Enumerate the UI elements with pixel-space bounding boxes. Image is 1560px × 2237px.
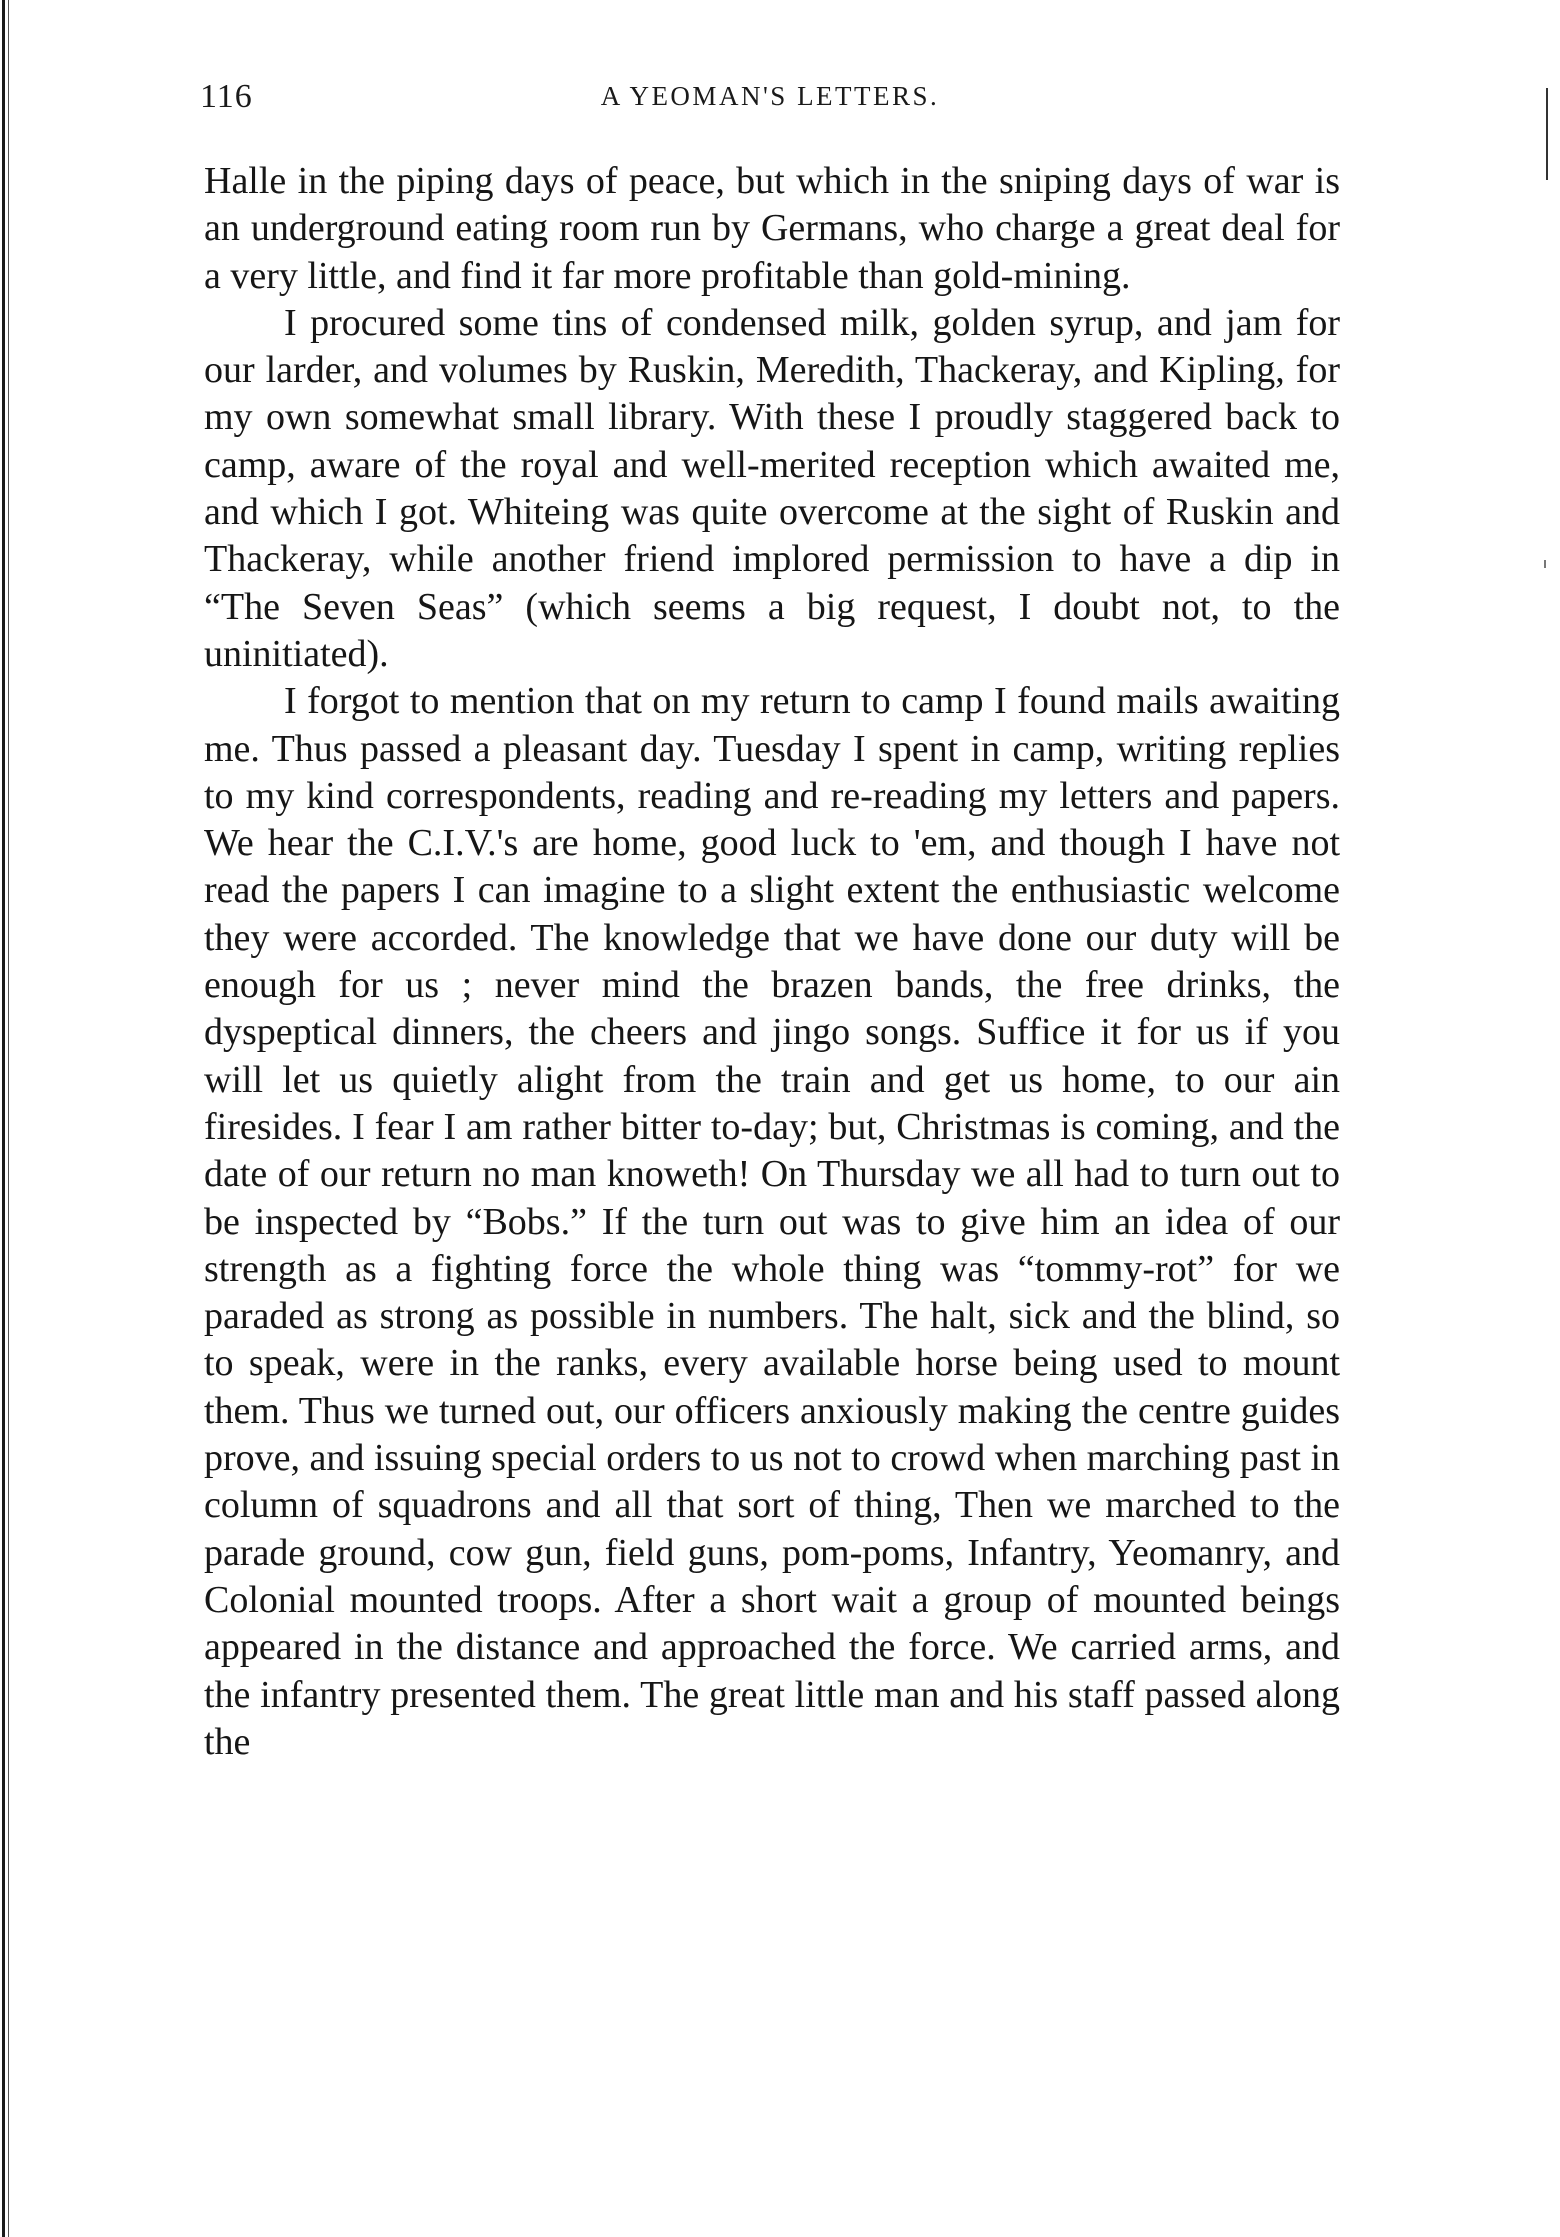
- page-edge-speck: [1544, 560, 1546, 568]
- paragraph-continued: Halle in the piping days of peace, but which in the sniping days of war is an underground eating room run by Germans, who charge a great deal for a very little, and find it far more profitable than gold-mining.: [204, 160, 1340, 297]
- running-header: [200, 78, 1340, 128]
- paragraph: I forgot to mention that on my return to camp I found mails awaiting me. Thus passed a pleasant day. Tuesday I spent in camp, writing replies to my kind correspondents, reading and re-reading my letters and papers. We hear the C.I.V.'s are home, good luck to 'em, and though I have not read the papers I can imagine to a slight extent the enthusiastic welcome they were accorded. The knowledge that we have done our duty will be enough for us ; never mind the brazen bands, the free drinks, the dyspeptical dinners, the cheers and jingo songs. Suffice it for us if you will let us quietly alight from the train and get us home, to our ain firesides. I fear I am rather bitter to-day; but, Christmas is coming, and the date of our return no man knoweth! On Thursday we all had to turn out to be inspected by “Bobs.” If the turn out was to give him an idea of our strength as a fighting force the whole thing was “tommy-rot” for we paraded as strong as possible in numbers. The halt, sick and the blind, so to speak, were in the ranks, every available horse being used to mount them. Thus we turned out, our officers anxiously making the centre guides prove, and issuing special orders to us not to crowd when marching past in column of squadrons and all that sort of thing, Then we marched to the parade ground, cow gun, field guns, pom-poms, Infantry, Yeomanry, and Colonial mounted troops. After a short wait a group of mounted beings appeared in the distance and approached the force. We carried arms, and the infantry presented them. The great little man and his staff passed along the: [204, 680, 1340, 1763]
- binding-shadow: [2, 0, 5, 2237]
- binding-line: [8, 0, 9, 2237]
- body-text: [204, 158, 1340, 1766]
- running-title: A YEOMAN'S LETTERS.: [600, 81, 940, 111]
- page-edge-mark: [1546, 88, 1548, 180]
- page-number: 116: [200, 78, 253, 115]
- paragraph: I procured some tins of condensed milk, golden syrup, and jam for our larder, and volumes by Ruskin, Meredith, Thackeray, and Kipling, for my own somewhat small library. With these I proudly staggered back to camp, aware of the royal and well-merited reception which awaited me, and which I got. Whiteing was quite overcome at the sight of Ruskin and Thackeray, while another friend implored permission to have a dip in “The Seven Seas” (which seems a big request, I doubt not, to the uninitiated).: [204, 301, 1340, 675]
